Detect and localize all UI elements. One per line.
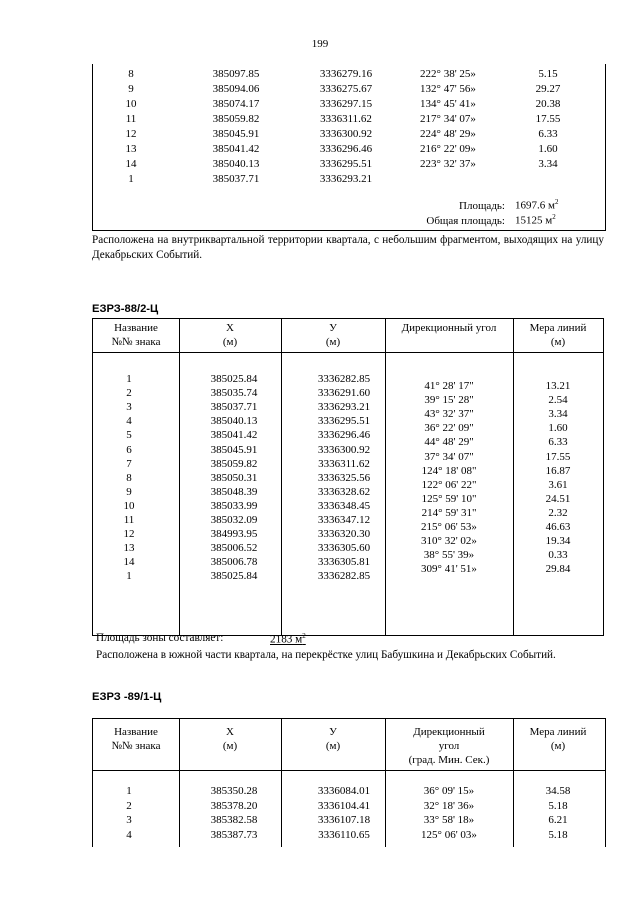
total-area-line <box>411 213 597 227</box>
segment-row <box>93 493 603 507</box>
line-length: 5.18 <box>548 828 568 841</box>
coord-y: 3336291.60 <box>317 387 371 400</box>
coord-y: 3336305.81 <box>317 556 371 569</box>
direction-angle: 224° 48' 29» <box>420 128 476 140</box>
coord-y: 3336293.21 <box>319 173 373 185</box>
sign-number: 11 <box>123 514 135 526</box>
coord-x: 385378.20 <box>210 799 258 812</box>
table-row <box>93 158 605 173</box>
sign-number: 10 <box>125 98 137 110</box>
sign-number: 9 <box>128 83 134 95</box>
line-length: 2.54 <box>548 394 568 407</box>
coord-x: 385048.39 <box>210 485 258 498</box>
segment-row <box>93 563 603 577</box>
coord-y: 3336107.18 <box>317 814 371 826</box>
location-description-1-text: Расположена на внутриквартальной территории квартала, с небольшим фрагментом, выходящих на улицу Декабрьских Событий. <box>92 234 604 261</box>
direction-angle: 223° 32' 37» <box>420 158 476 170</box>
header-sign-name-2: Название №№ знака <box>111 726 161 752</box>
line-length: 6.21 <box>548 814 568 826</box>
line-length: 1.60 <box>538 143 558 155</box>
table-row <box>93 173 605 188</box>
line-length: 29.27 <box>535 83 561 95</box>
line-length: 1.60 <box>548 422 568 435</box>
coord-y: 3336293.21 <box>317 401 371 414</box>
zone-code-88-2: ЕЗРЗ-88/2-Ц <box>92 303 159 315</box>
sign-number: 13 <box>125 143 137 155</box>
coord-y: 3336328.62 <box>317 485 371 498</box>
coord-x: 385050.31 <box>210 471 258 484</box>
segment-row <box>93 549 603 563</box>
sign-number: 8 <box>126 471 132 484</box>
direction-angle: 37° 34' 07" <box>424 450 474 463</box>
coord-x: 385040.13 <box>210 415 258 428</box>
segment-row <box>93 380 603 394</box>
table-row <box>93 98 605 113</box>
coord-y: 3336297.15 <box>319 98 373 110</box>
line-length: 20.38 <box>535 98 561 110</box>
line-length: 3.34 <box>538 158 558 170</box>
total-area-unit-sup: 2 <box>552 213 556 221</box>
header-x: Х (м) <box>222 322 238 348</box>
line-length: 46.63 <box>545 521 571 533</box>
coord-x: 385041.42 <box>212 143 260 155</box>
zone-area-label: Площадь зоны составляет: <box>96 632 224 644</box>
direction-angle: 124° 18' 08" <box>421 464 477 477</box>
sign-number: 3 <box>126 814 132 826</box>
coord-y: 3336279.16 <box>319 68 373 80</box>
segment-row <box>93 451 603 465</box>
coord-x: 384993.95 <box>210 528 258 541</box>
line-length: 2.32 <box>548 506 568 519</box>
table-row <box>93 814 603 828</box>
coord-y: 3336110.65 <box>318 828 370 841</box>
table-row <box>93 829 603 843</box>
page-number: 199 <box>311 38 329 50</box>
coord-y: 3336104.41 <box>317 799 371 812</box>
direction-angle: 32° 18' 36» <box>423 799 475 812</box>
area-unit-sup: 2 <box>554 198 559 206</box>
area-value: 1697.6 м <box>515 199 555 212</box>
sign-number: 1 <box>126 785 132 797</box>
line-length: 24.51 <box>545 492 571 505</box>
coord-y: 3336311.62 <box>320 113 372 125</box>
sign-number: 10 <box>123 499 135 512</box>
coord-x: 385040.13 <box>212 158 260 170</box>
coord-y: 3336300.92 <box>317 443 371 456</box>
sign-number: 2 <box>126 387 132 400</box>
sign-number: 14 <box>125 158 137 170</box>
coord-y: 3336348.45 <box>317 499 371 512</box>
direction-angle: 41° 28' 17" <box>424 380 474 392</box>
line-length: 5.18 <box>548 799 568 812</box>
direction-angle: 214° 59' 31" <box>421 506 477 519</box>
segment-row <box>93 422 603 436</box>
line-length: 5.15 <box>538 68 558 80</box>
direction-angle: 125° 06' 03» <box>421 828 477 841</box>
header-x-2: Х (м) <box>222 726 238 752</box>
sign-number: 3 <box>126 401 132 414</box>
line-length: 34.58 <box>545 785 571 797</box>
sign-number: 6 <box>126 443 132 456</box>
total-area-value: 15125 м <box>515 214 553 227</box>
table-row <box>93 113 605 128</box>
coord-x: 385035.74 <box>210 387 258 400</box>
zone-88-2-table <box>92 318 604 636</box>
sign-number: 12 <box>123 528 135 541</box>
direction-angle: 309° 41' 51» <box>421 563 477 576</box>
coord-y: 3336275.67 <box>319 83 373 95</box>
direction-angle: 215° 06' 53» <box>421 521 477 533</box>
segment-row <box>93 507 603 521</box>
coord-x: 385059.82 <box>210 457 258 470</box>
direction-angle: 216° 22' 09» <box>420 143 476 155</box>
direction-angle: 134° 45' 41» <box>420 98 476 110</box>
sign-number: 8 <box>128 68 134 80</box>
sign-number: 13 <box>123 542 135 555</box>
sign-number: 1 <box>126 570 132 583</box>
coord-x: 385006.52 <box>210 542 258 555</box>
sign-number: 4 <box>126 828 132 841</box>
table-row <box>93 68 605 83</box>
sign-number: 7 <box>126 457 132 470</box>
direction-angle: 132° 47' 56» <box>420 83 476 95</box>
coord-x: 385097.85 <box>212 68 260 80</box>
sign-number: 11 <box>125 113 137 125</box>
coord-y: 3336300.92 <box>319 128 373 140</box>
direction-angle: 125° 59' 10" <box>421 492 477 505</box>
line-length: 0.33 <box>548 549 568 562</box>
coord-y: 3336295.51 <box>319 158 373 170</box>
coord-x: 385045.91 <box>212 128 260 140</box>
coord-y: 3336311.62 <box>318 457 370 470</box>
coord-y: 3336296.46 <box>319 143 373 155</box>
segment-row <box>93 408 603 422</box>
coordinates-table-continuation <box>92 64 606 231</box>
line-length: 13.21 <box>545 380 571 392</box>
zone-89-1-table <box>92 718 606 847</box>
sign-number: 5 <box>126 429 132 442</box>
coord-y: 3336325.56 <box>317 471 371 484</box>
coord-x: 385025.84 <box>210 373 258 385</box>
segment-row <box>93 535 603 549</box>
direction-angle: 222° 38' 25» <box>420 68 476 80</box>
line-length: 29.84 <box>545 563 571 576</box>
segment-row <box>93 436 603 450</box>
coord-x: 385387.73 <box>210 828 258 841</box>
area-label: Площадь: <box>459 199 505 212</box>
area-line <box>411 198 597 212</box>
sign-number: 2 <box>126 799 132 812</box>
line-length: 17.55 <box>545 450 571 463</box>
coord-y: 3336295.51 <box>317 415 371 428</box>
coord-y: 3336305.60 <box>317 542 371 555</box>
direction-angle: 39° 15' 28" <box>424 394 474 407</box>
coord-x: 385025.84 <box>210 570 258 583</box>
header-line-length: Мера линий (м) <box>529 322 587 348</box>
segment-row <box>93 521 603 535</box>
line-length: 6.33 <box>538 128 558 140</box>
header-direction-angle-2: Дирекционный угол (град. Мин. Сек.) <box>408 726 490 766</box>
table-row <box>93 143 605 158</box>
line-length: 16.87 <box>545 464 571 477</box>
direction-angle: 38° 55' 39» <box>423 549 475 562</box>
header-y: У (м) <box>325 322 341 348</box>
table-row <box>93 800 603 814</box>
total-area-label: Общая площадь: <box>426 214 505 227</box>
table-row <box>93 128 605 143</box>
sign-number: 14 <box>123 556 135 569</box>
sign-number: 12 <box>125 128 137 140</box>
coord-x: 385032.09 <box>210 514 258 526</box>
location-description-1 <box>92 233 604 263</box>
direction-angle: 122° 06' 22" <box>421 478 477 491</box>
coord-x: 385006.78 <box>210 556 258 569</box>
coord-x: 385382.58 <box>210 814 258 826</box>
line-length: 6.33 <box>548 436 568 449</box>
direction-angle: 217° 34' 07» <box>420 113 476 125</box>
coord-x: 385037.71 <box>212 173 260 185</box>
direction-angle: 33° 58' 18» <box>423 814 475 826</box>
segment-row <box>93 394 603 408</box>
coord-x: 385037.71 <box>210 401 258 414</box>
direction-angle: 310° 32' 02» <box>421 535 477 548</box>
line-length: 3.61 <box>548 478 568 491</box>
coord-y: 3336320.30 <box>317 528 371 541</box>
header-sign-name: Название №№ знака <box>111 322 161 348</box>
direction-angle: 43° 32' 37" <box>424 408 474 421</box>
line-length: 3.34 <box>548 408 568 421</box>
coord-x: 385041.42 <box>210 429 258 442</box>
coord-x: 385045.91 <box>210 443 258 456</box>
line-length: 19.34 <box>545 535 571 548</box>
zone-area-line <box>96 632 306 646</box>
coord-x: 385074.17 <box>212 98 260 110</box>
zone-area-unit-sup: 2 <box>302 632 306 640</box>
table-row <box>93 83 605 98</box>
direction-angle: 36° 09' 15» <box>423 785 475 797</box>
direction-angle: 36° 22' 09" <box>424 422 474 435</box>
table-row <box>93 785 603 799</box>
location-description-2 <box>92 648 592 663</box>
zone-area-value: 2183 м <box>270 633 303 646</box>
segment-row <box>93 479 603 493</box>
sign-number: 4 <box>126 415 132 428</box>
header-line-length-2: Мера линий (м) <box>529 726 587 752</box>
coord-y: 3336084.01 <box>317 785 371 797</box>
coord-y: 3336296.46 <box>317 429 371 442</box>
sign-number: 1 <box>128 173 134 185</box>
segment-row <box>93 465 603 479</box>
header-direction-angle: Дирекционный угол <box>401 322 497 334</box>
header-y-2: У (м) <box>325 726 341 752</box>
sign-number: 1 <box>126 373 132 385</box>
direction-angle: 44° 48' 29" <box>424 436 474 449</box>
coord-x: 385059.82 <box>212 113 260 125</box>
coord-x: 385033.99 <box>210 499 258 512</box>
location-description-2-text: Расположена в южной части квартала, на перекрёстке улиц Бабушкина и Декабрьских Событий. <box>96 649 556 661</box>
coord-x: 385094.06 <box>212 83 260 95</box>
line-length: 17.55 <box>535 113 561 125</box>
coord-x: 385350.28 <box>210 785 258 797</box>
sign-number: 9 <box>126 485 132 498</box>
coord-y: 3336282.85 <box>317 570 371 583</box>
coord-y: 3336282.85 <box>317 373 371 385</box>
coord-y: 3336347.12 <box>317 514 371 526</box>
zone-code-89-1: ЕЗРЗ -89/1-Ц <box>92 691 162 703</box>
